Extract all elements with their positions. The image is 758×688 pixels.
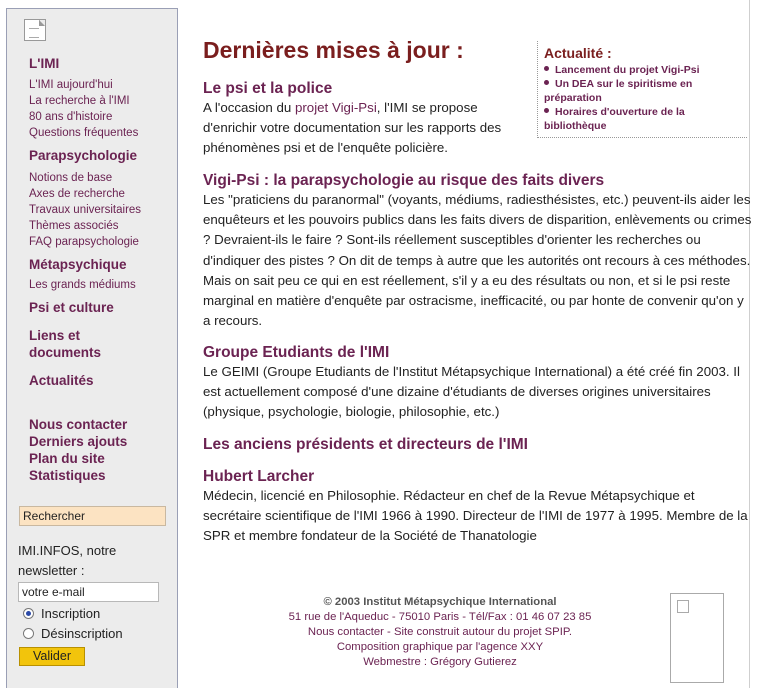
article-anciens-presidents	[203, 435, 753, 454]
footer-copyright: © 2003 Institut Métapsychique International	[323, 596, 557, 608]
nav-link-axes[interactable]: Axes de recherche	[29, 188, 125, 200]
footer-webmaster[interactable]: Webmestre : Grégory Gutierez	[363, 656, 517, 668]
footer-contact[interactable]: Nous contacter - Site construit autour du projet SPIP.	[307, 626, 573, 638]
radio-desinscription-label: Désinscription	[41, 626, 123, 641]
nav-section-liens-line1[interactable]: Liens et	[29, 328, 81, 343]
nav-link-derniers-ajouts[interactable]: Derniers ajouts	[29, 434, 128, 449]
sidebar	[6, 8, 178, 688]
page-title: Dernières mises à jour :	[203, 37, 464, 63]
actualite-item-label[interactable]: Lancement du projet Vigi-Psi	[555, 64, 700, 76]
bullet-icon	[544, 66, 549, 71]
nav-link-plan[interactable]: Plan du site	[29, 451, 105, 466]
article-heading[interactable]: Hubert Larcher	[203, 468, 315, 485]
article-hubert-larcher	[203, 467, 753, 547]
nav-link-recherche[interactable]: La recherche à l'IMI	[29, 95, 130, 107]
actualite-list	[544, 63, 747, 133]
newsletter-label-line2: newsletter :	[18, 563, 85, 578]
actualite-item[interactable]	[544, 63, 747, 77]
nav-link-travaux[interactable]: Travaux universitaires	[29, 204, 142, 216]
nav-link-notions[interactable]: Notions de base	[29, 172, 113, 184]
article-groupe-etudiants	[203, 343, 753, 423]
radio-inscription[interactable]	[23, 608, 34, 619]
actualite-item[interactable]	[544, 77, 747, 105]
footer	[240, 595, 640, 670]
nav-link-contact[interactable]: Nous contacter	[29, 417, 128, 432]
radio-desinscription-row[interactable]	[23, 626, 123, 642]
nav-section-imi[interactable]: L'IMI	[29, 56, 60, 71]
radio-inscription-row[interactable]	[23, 606, 100, 622]
nav-link-imi-aujourdhui[interactable]: L'IMI aujourd'hui	[29, 79, 113, 91]
nav-section-psi-culture[interactable]: Psi et culture	[29, 300, 114, 315]
validate-button[interactable]: Valider	[19, 647, 85, 666]
nav-section-actualites[interactable]: Actualités	[29, 373, 94, 388]
article-heading[interactable]: Le psi et la police	[203, 80, 333, 97]
actualite-item[interactable]	[544, 105, 747, 133]
article-heading[interactable]: Vigi-Psi : la parapsychologie au risque des faits divers	[203, 172, 605, 189]
article-text: Médecin, licencié en Philosophie. Rédacteur en chef de la Revue Métapsychique et secrétaire scientifique de l'IMI 1966 à 1990. Directeur de l'IMI de 1977 à 1995. Membre de la SPR et membre fondateur de la Société de Thanatologie	[203, 488, 748, 544]
footer-address: 51 rue de l'Aqueduc - 75010 Paris - Tél/Fax : 01 46 07 23 85	[288, 611, 592, 623]
nav-section-metapsychique[interactable]: Métapsychique	[29, 257, 127, 272]
actualite-box	[537, 41, 747, 138]
nav-section-liens-line2[interactable]: documents	[29, 345, 102, 360]
nav-link-themes[interactable]: Thèmes associés	[29, 220, 119, 232]
vigi-psi-link[interactable]: projet Vigi-Psi	[294, 100, 377, 115]
bullet-icon	[544, 80, 549, 85]
article-text: Le GEIMI (Groupe Etudiants de l'Institut Métapsychique International) a été créé fin 2003. Il est actuellement composé d'une dizaine d'étudiants de diverses origines universitaires (physique, psychologie, biologie, philosophie, etc.)	[203, 364, 740, 420]
article-text-part: A l'occasion du	[203, 100, 295, 115]
newsletter-label	[18, 541, 168, 581]
footer-design[interactable]: Composition graphique par l'agence XXY	[336, 641, 544, 653]
nav-link-questions[interactable]: Questions fréquentes	[29, 127, 139, 139]
newsletter-label-line1: IMI.INFOS, notre	[18, 543, 117, 558]
article-text: Les "praticiens du paranormal" (voyants, médiums, radiesthésistes, etc.) peuvent-ils aider les enquêteurs et les pouvoirs publics dans les faits divers de disparition, enlèvements ou crimes ? Devraient-ils le faire ? Sont-ils réellement susceptibles d'orienter les recherches ou d'indiquer des pistes ? On dit de temps à autre que les autorités ont recours à ces méthodes. Mais on sait peu ce qui en est réellement, s'il y a eu des résultats ou non, et si le psi reste marginal en matière d'enquête par ostracisme, inefficacité, ou par honte de convenir qu'on y a recours.	[203, 192, 752, 329]
article-vigi-psi	[203, 171, 753, 331]
broken-image-icon	[670, 593, 724, 683]
search-input[interactable]: Rechercher	[19, 506, 166, 526]
email-input[interactable]: votre e-mail	[18, 582, 159, 602]
article-text-part: , l'IMI se propose d'enrichir votre documentation sur les rapports des phénomènes psi et de l'enquête policière.	[203, 100, 502, 156]
article-heading[interactable]: Groupe Etudiants de l'IMI	[203, 344, 390, 361]
nav-section-parapsychologie[interactable]: Parapsychologie	[29, 148, 138, 163]
article-text	[203, 98, 533, 159]
actualite-item-label[interactable]: Un DEA sur le spiritisme en préparation	[544, 78, 693, 104]
nav-link-mediums[interactable]: Les grands médiums	[29, 279, 136, 291]
sidebar-nav	[29, 55, 177, 484]
nav-link-statistiques[interactable]: Statistiques	[29, 468, 106, 483]
actualite-title: Actualité :	[544, 45, 612, 61]
radio-inscription-label: Inscription	[41, 606, 101, 621]
nav-link-faq[interactable]: FAQ parapsychologie	[29, 236, 139, 248]
radio-desinscription[interactable]	[23, 628, 34, 639]
nav-link-histoire[interactable]: 80 ans d'histoire	[29, 111, 113, 123]
actualite-item-label[interactable]: Horaires d'ouverture de la bibliothèque	[544, 106, 685, 132]
broken-image-icon	[24, 19, 46, 41]
bullet-icon	[544, 108, 549, 113]
article-heading[interactable]: Les anciens présidents et directeurs de l'IMI	[203, 436, 528, 453]
